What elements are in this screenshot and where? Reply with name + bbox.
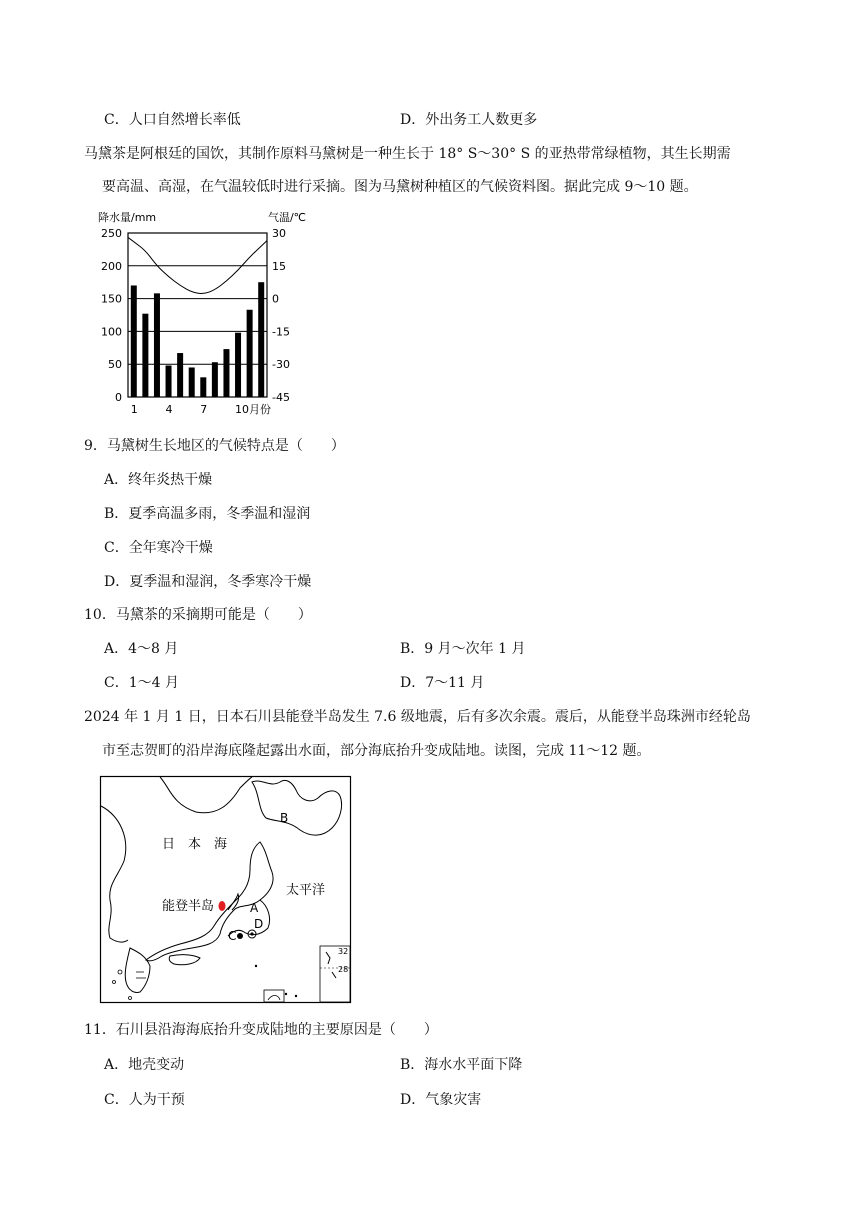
q11-stem: 11．石川县沿海海底抬升变成陆地的主要原因是（ ） xyxy=(84,1022,438,1038)
y2-tick-label: -45 xyxy=(272,391,290,404)
intro-9-10-line2: 要高温、高湿，在气温较低时进行采摘。图为马黛树种植区的气候资料图。据此完成 9～10 题。 xyxy=(102,179,698,195)
lat-32-label: 32 xyxy=(338,947,349,956)
q9-option-b: B．夏季高温多雨，冬季温和湿润 xyxy=(104,506,311,522)
point-c-marker xyxy=(237,933,243,939)
q8-option-c: C．人口自然增长率低 xyxy=(104,112,241,128)
q11-option-a: A．地壳变动 xyxy=(104,1057,185,1073)
y-tick-label: 100 xyxy=(101,325,122,339)
precip-bar-6 xyxy=(189,367,195,397)
precip-bar-2 xyxy=(142,314,148,397)
point-a-label: A xyxy=(250,901,259,915)
y2-tick-label: 15 xyxy=(272,259,286,273)
x-tick-label: 10月份 xyxy=(235,403,272,416)
precip-bar-10 xyxy=(235,333,241,397)
point-d-label: D xyxy=(254,917,264,931)
q10-stem: 10．马黛茶的采摘期可能是（ ） xyxy=(84,607,312,623)
intro-11-12-line1: 2024 年 1 月 1 日，日本石川县能登半岛发生 7.6 级地震，后有多次余震。震后，从能登半岛珠洲市经轮岛 xyxy=(84,709,751,725)
precip-bar-12 xyxy=(258,282,264,397)
precip-bar-8 xyxy=(212,362,218,397)
q8-option-d: D．外出务工人数更多 xyxy=(400,112,538,128)
japan-map xyxy=(100,776,352,1004)
q9-stem: 9．马黛树生长地区的气候特点是（ ） xyxy=(84,438,345,454)
x-tick-label: 1 xyxy=(130,403,138,416)
x-tick-label: 4 xyxy=(165,403,173,416)
intro-11-12-line2: 市至志贺町的沿岸海底隆起露出水面，部分海底抬升变成陆地。读图，完成 11～12 题。 xyxy=(102,743,651,759)
y-axis-title: 降水量/mm xyxy=(98,211,157,224)
q10-option-d: D．7～11 月 xyxy=(400,675,485,691)
y-tick-label: 0 xyxy=(115,391,122,404)
precip-bar-4 xyxy=(166,366,172,397)
y-tick-label: 200 xyxy=(101,259,122,273)
y2-axis-title: 气温/℃ xyxy=(267,211,307,224)
precip-bar-5 xyxy=(177,353,183,397)
lat-28-label: 28 xyxy=(338,965,349,974)
noto-red-marker xyxy=(219,901,226,911)
point-b-label: B xyxy=(280,811,289,825)
y-tick-label: 50 xyxy=(108,358,122,372)
precip-bar-1 xyxy=(131,285,137,397)
q11-option-c: C．人为干预 xyxy=(104,1092,185,1108)
precip-bar-7 xyxy=(200,377,206,397)
y-tick-label: 250 xyxy=(101,227,122,240)
noto-peninsula-label: 能登半岛 xyxy=(162,899,215,914)
q9-option-d: D．夏季温和湿润，冬季寒冷干燥 xyxy=(104,574,312,590)
q9-option-c: C．全年寒冷干燥 xyxy=(104,540,213,556)
q10-option-b: B．9 月～次年 1 月 xyxy=(400,641,526,657)
q11-option-d: D．气象灾害 xyxy=(400,1092,482,1108)
y2-tick-label: -15 xyxy=(272,325,290,339)
pacific-label: 太平洋 xyxy=(286,883,326,898)
x-tick-label: 7 xyxy=(200,403,208,416)
precip-bar-3 xyxy=(154,293,160,397)
q10-option-a: A．4～8 月 xyxy=(104,641,179,657)
sea-of-japan-label: 日 本 海 xyxy=(162,837,228,852)
precip-bar-11 xyxy=(247,310,253,397)
q10-option-c: C．1～4 月 xyxy=(104,675,179,691)
chart-frame xyxy=(128,233,267,397)
y2-tick-label: -30 xyxy=(272,358,290,372)
precip-bar-9 xyxy=(223,349,229,397)
point-c-label: C xyxy=(228,929,237,943)
climate-chart xyxy=(90,205,307,420)
intro-9-10-line1: 马黛茶是阿根廷的国饮，其制作原料马黛树是一种生长于 18° S～30° S 的亚热带常绿植物，其生长期需 xyxy=(84,146,731,162)
q9-option-a: A．终年炎热干燥 xyxy=(104,472,213,488)
y2-tick-label: 0 xyxy=(272,292,279,306)
y2-tick-label: 30 xyxy=(272,227,286,240)
y-tick-label: 150 xyxy=(101,292,122,306)
q11-option-b: B．海水水平面下降 xyxy=(400,1057,523,1073)
